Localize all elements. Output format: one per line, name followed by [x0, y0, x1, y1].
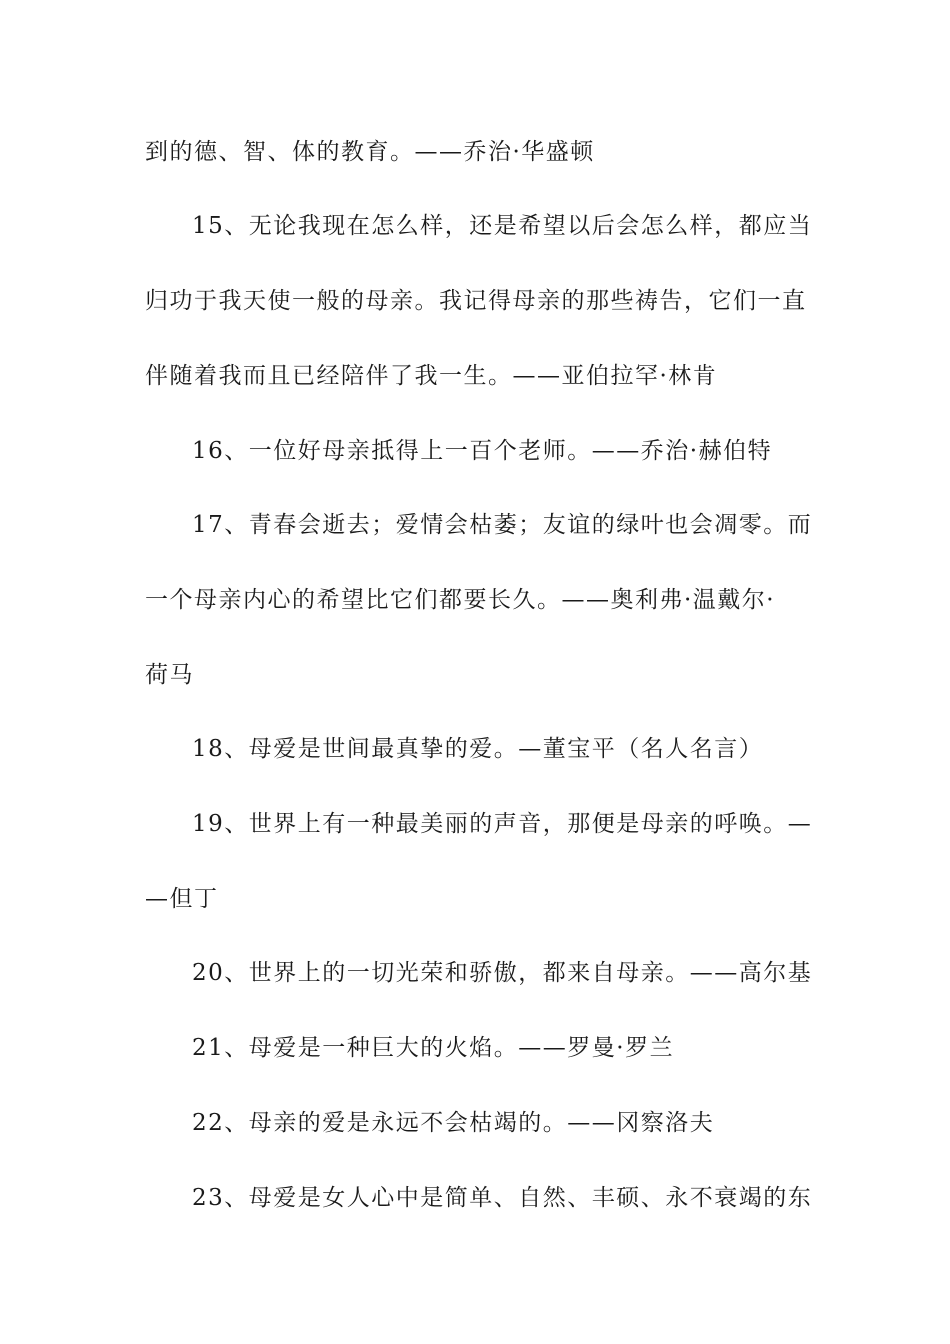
- quote-21-line: 21、母爱是一种巨大的火焰。——罗曼·罗兰: [192, 1035, 675, 1061]
- quote-20-line: 20、世界上的一切光荣和骄傲，都来自母亲。——高尔基: [192, 960, 813, 986]
- quote-15-line: 15、无论我现在怎么样，还是希望以后会怎么样，都应当: [192, 213, 813, 239]
- quote-23-line: 23、母爱是女人心中是简单、自然、丰硕、永不衰竭的东: [192, 1185, 813, 1211]
- quote-19-line: 19、世界上有一种最美丽的声音，那便是母亲的呼唤。—: [192, 811, 813, 837]
- text-line: 一个母亲内心的希望比它们都要长久。——奥利弗·温戴尔·: [145, 587, 776, 613]
- text-line: —但丁: [145, 886, 219, 912]
- quote-22-line: 22、母亲的爱是永远不会枯竭的。——冈察洛夫: [192, 1110, 715, 1136]
- quote-17-line: 17、青春会逝去；爱情会枯萎；友谊的绿叶也会凋零。而: [192, 512, 813, 538]
- quote-16-line: 16、一位好母亲抵得上一百个老师。——乔治·赫伯特: [192, 438, 773, 464]
- text-line: 归功于我天使一般的母亲。我记得母亲的那些祷告，它们一直: [145, 288, 807, 314]
- text-line: 到的德、智、体的教育。——乔治·华盛顿: [145, 139, 595, 165]
- quote-18-line: 18、母爱是世间最真挚的爱。—董宝平（名人名言）: [192, 736, 764, 762]
- text-line: 伴随着我而且已经陪伴了我一生。——亚伯拉罕·林肯: [145, 363, 718, 389]
- text-line: 荷马: [145, 662, 194, 688]
